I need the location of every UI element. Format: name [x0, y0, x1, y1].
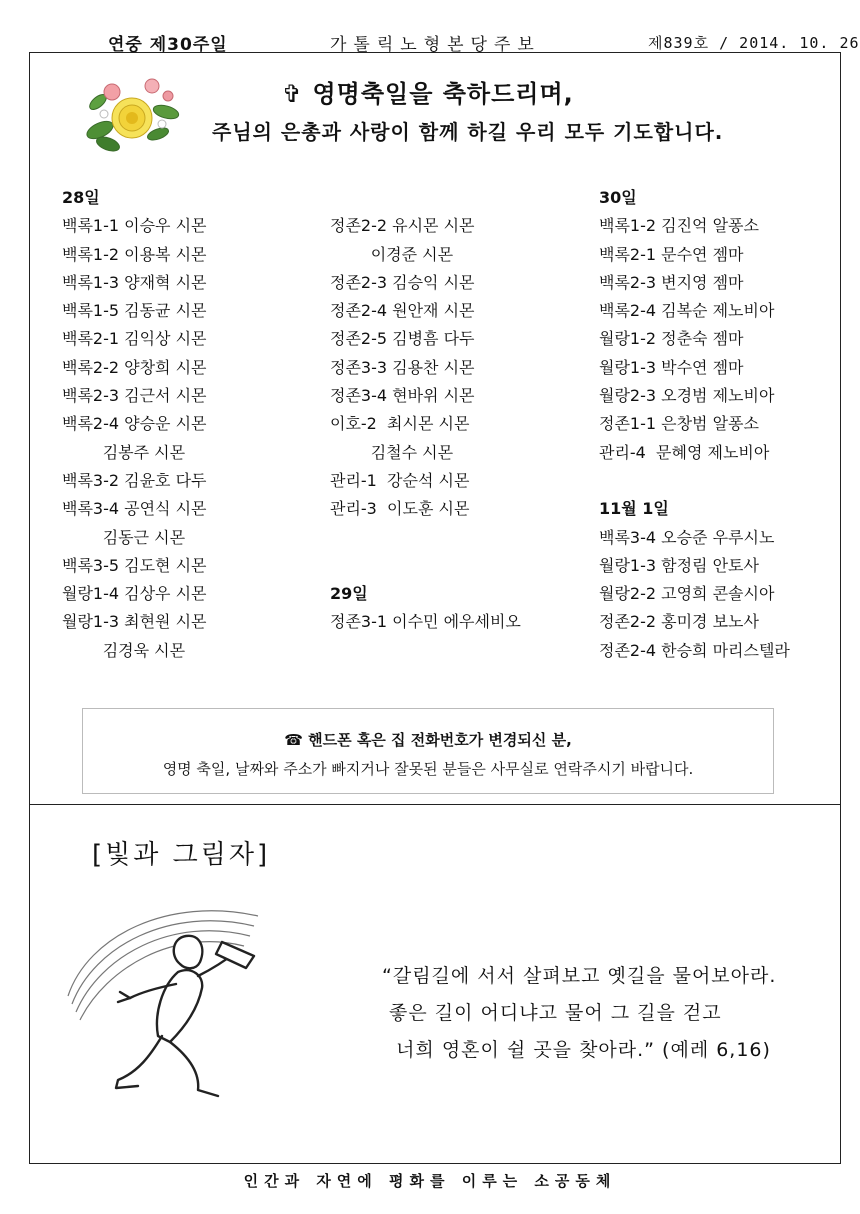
- feast-entry: 백록2-2 양창희 시몬: [62, 357, 207, 377]
- feast-entry: 김동근 시몬: [62, 527, 186, 547]
- feast-entry: 정존2-4 원안재 시몬: [330, 301, 475, 321]
- feast-entry: 백록1-5 김동균 시몬: [62, 301, 207, 321]
- quote-line-1: “갈림길에 서서 살펴보고 옛길을 물어보아라.: [382, 965, 777, 987]
- feast-list-column-1: [62, 184, 207, 665]
- feast-entry: [330, 552, 521, 580]
- issue-number-date: 제839호 / 2014. 10. 26: [648, 34, 860, 52]
- feast-entry: 백록2-3 변지영 젬마: [599, 272, 744, 292]
- feast-entry: 백록3-2 김윤호 다두: [62, 470, 207, 490]
- notice-line-1: ☎ 핸드폰 혹은 집 전화번호가 변경되신 분,: [284, 731, 572, 749]
- walking-man-with-book-icon: [58, 876, 298, 1126]
- feast-entry: 김봉주 시몬: [62, 442, 186, 462]
- feast-entry: 관리-1 강순석 시몬: [330, 470, 470, 490]
- feast-entry: 월랑1-2 정춘숙 젬마: [599, 329, 744, 349]
- issue-week-label: 연중 제30주일: [108, 35, 228, 55]
- quote-line-3: 너희 영혼이 쉴 곳을 찾아라.” (예레 6,16): [382, 1039, 771, 1061]
- feast-entry: 정존2-2 홍미경 보노사: [599, 612, 759, 632]
- feast-entry: [330, 184, 521, 212]
- feast-list-column-2: [330, 184, 521, 637]
- feast-entry: 백록1-2 이용복 시몬: [62, 244, 207, 264]
- feast-entry: 정존3-4 현바위 시몬: [330, 386, 475, 406]
- rose-flower-icon: [78, 72, 186, 158]
- parish-motto-footer: 인간과 자연에 평화를 이루는 소공동체: [243, 1172, 617, 1190]
- bulletin-title: 가톨릭노형본당주보: [330, 35, 541, 55]
- feast-entry: 이경준 시몬: [330, 244, 454, 264]
- feast-entry: 월랑1-3 박수연 젬마: [599, 357, 744, 377]
- section-title: [빛과 그림자]: [92, 840, 271, 870]
- day-heading: 30일: [599, 188, 637, 207]
- feast-entry: 정존1-1 은창범 알퐁소: [599, 414, 759, 434]
- feast-list-column-3: [599, 184, 790, 665]
- feast-entry: 월랑1-4 김상우 시몬: [62, 584, 207, 604]
- feast-entry: 김경욱 시몬: [62, 640, 186, 660]
- feast-entry: 백록1-1 이승우 시몬: [62, 216, 207, 236]
- quote-line-2: 좋은 길이 어디냐고 물어 그 길을 걷고: [382, 1002, 722, 1024]
- day-heading: 11월 1일: [599, 499, 669, 519]
- feast-entry: 백록2-1 김익상 시몬: [62, 329, 207, 349]
- feast-entry: 백록1-3 양재혁 시몬: [62, 272, 207, 292]
- notice-line-2: 영명 축일, 날짜와 주소가 빠지거나 잘못된 분들은 사무실로 연락주시기 바랍니다.: [162, 760, 694, 778]
- day-heading: 28일: [62, 188, 100, 207]
- feast-entry: 이호-2 최시몬 시몬: [330, 414, 470, 434]
- feast-entry: 월랑2-2 고영희 콘솔시아: [599, 584, 775, 604]
- notice-box: [82, 708, 774, 794]
- feast-entry: 백록3-4 오승준 우루시노: [599, 527, 775, 547]
- celebration-subtitle: 주님의 은총과 사랑이 함께 하길 우리 모두 기도합니다.: [212, 120, 724, 144]
- feast-entry: 월랑1-3 최현원 시몬: [62, 612, 207, 632]
- feast-entry: 백록2-3 김근서 시몬: [62, 386, 207, 406]
- feast-entry: 백록3-5 김도현 시몬: [62, 555, 207, 575]
- day-heading: 29일: [330, 584, 368, 604]
- feast-entry: 백록1-2 김진억 알퐁소: [599, 216, 759, 236]
- feast-entry: 정존2-3 김승익 시몬: [330, 272, 475, 292]
- feast-entry: 백록2-4 김복순 제노비아: [599, 301, 775, 321]
- scripture-quote: [382, 958, 776, 1069]
- feast-entry: 월랑1-3 함정림 안토사: [599, 555, 759, 575]
- section-divider: [29, 804, 841, 805]
- feast-entry: 정존2-4 한승희 마리스텔라: [599, 640, 790, 660]
- celebration-title: ✞ 영명축일을 축하드리며,: [282, 80, 574, 108]
- feast-entry: 정존3-3 김용찬 시몬: [330, 357, 475, 377]
- feast-entry: 김철수 시몬: [330, 442, 454, 462]
- feast-entry: 관리-4 문혜영 제노비아: [599, 442, 770, 462]
- feast-entry: 정존2-2 유시몬 시몬: [330, 216, 475, 236]
- feast-entry: 관리-3 이도훈 시몬: [330, 499, 470, 519]
- feast-entry: [330, 524, 521, 552]
- feast-entry: 정존3-1 이수민 에우세비오: [330, 612, 521, 632]
- feast-entry: 백록2-1 문수연 젬마: [599, 244, 744, 264]
- feast-entry: 백록2-4 양승운 시몬: [62, 414, 207, 434]
- feast-entry: 정존2-5 김병흠 다두: [330, 329, 475, 349]
- feast-entry: [599, 467, 790, 495]
- feast-entry: 백록3-4 공연식 시몬: [62, 499, 207, 519]
- feast-entry: 월랑2-3 오경범 제노비아: [599, 386, 775, 406]
